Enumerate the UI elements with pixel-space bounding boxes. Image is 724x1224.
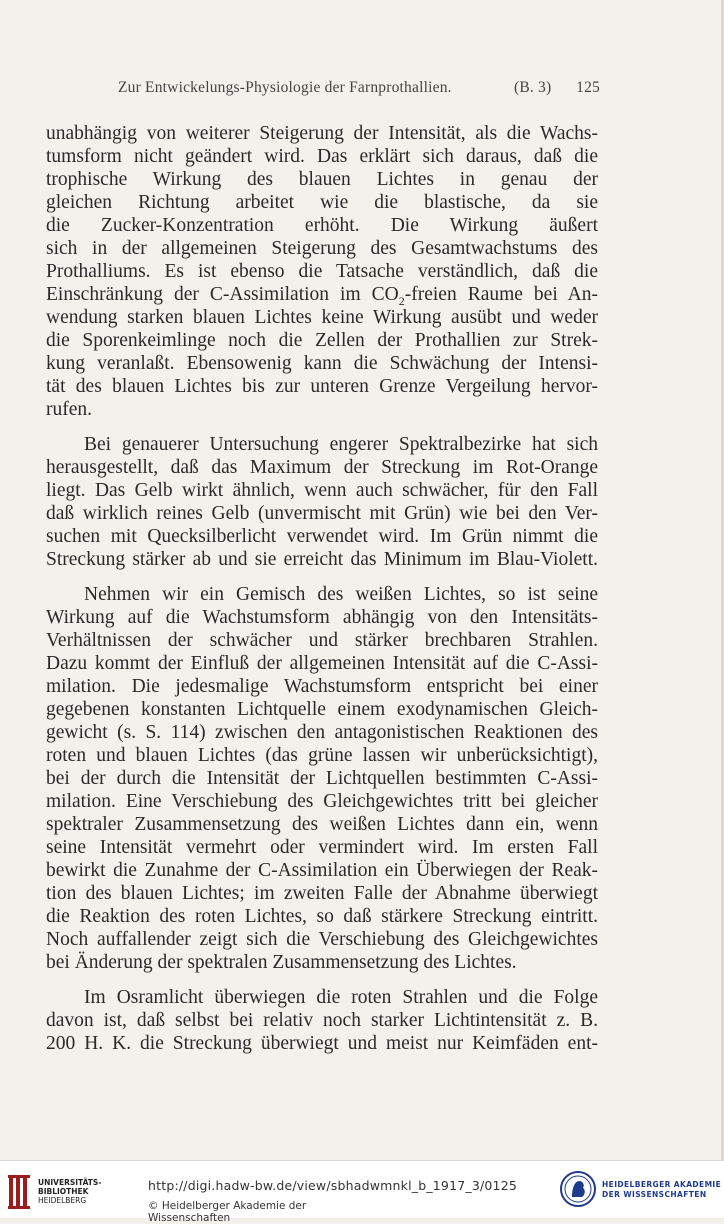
academy-logo[interactable]	[560, 1169, 724, 1213]
library-line-2: BIBLIOTHEK	[38, 1187, 89, 1196]
text-line: sich in der allgemeinen Steigerung des Gesamtwachstums des	[46, 238, 598, 259]
library-line-1: UNIVERSITÄTS-	[38, 1178, 102, 1187]
text-line: die Zucker-Konzentration erhöht. Die Wirkung äußert	[46, 215, 598, 236]
text-line: rufen.	[46, 399, 93, 420]
text-line: daß wirklich reines Gelb (unvermischt mit Grün) wie bei den Ver-	[46, 503, 598, 524]
text-line: bewirkt die Zunahme der C-Assimilation ein Überwiegen der Reak-	[46, 860, 598, 881]
text-line: Noch auffallender zeigt sich die Verschiebung des Gleichgewichtes	[46, 929, 598, 950]
paragraph-2	[46, 433, 598, 571]
text-line: Wirkung auf die Wachstumsform abhängig von den Intensitäts-	[46, 607, 598, 628]
text-line: bei der durch die Intensität der Lichtquellen bestimmten C-Assi-	[46, 768, 598, 789]
text-line: seine Intensität vermehrt oder vermindert wird. Im ersten Fall	[46, 837, 598, 858]
text-line: Nehmen wir ein Gemisch des weißen Lichtes, so ist seine	[84, 584, 598, 605]
paragraph-1	[46, 122, 598, 421]
university-library-logo[interactable]	[8, 1175, 128, 1209]
co2-prefix: Einschränkung der C-Assimilation im CO	[46, 284, 399, 305]
permalink-url[interactable]: http://digi.hadw-bw.de/view/sbhadwmnkl_b_1917_3/0125	[148, 1178, 518, 1193]
text-line: die Sporenkeimlinge noch die Zellen der Prothallien zur Strek-	[46, 330, 598, 351]
academy-line-2: DER WISSENSCHAFTEN	[602, 1190, 707, 1199]
text-line: milation. Eine Verschiebung des Gleichgewichtes tritt bei gleicher	[46, 791, 598, 812]
text-line: wendung starken blauen Lichtes keine Wirkung ausübt und weder	[46, 307, 598, 328]
text-line: roten und blauen Lichtes (das grüne lassen wir unberücksichtigt),	[46, 745, 598, 766]
paragraph-3	[46, 583, 598, 974]
text-line: gewicht (s. S. 114) zwischen den antagonistischen Reaktionen des	[46, 722, 598, 743]
text-line: unabhängig von weiterer Steigerung der Intensität, als die Wachs-	[46, 123, 598, 144]
co2-subscript: 2	[398, 293, 405, 308]
text-line: bei Änderung der spektralen Zusammensetzung des Lichtes.	[46, 952, 517, 973]
text-line: 200 H. K. die Streckung überwiegt und meist nur Keimfäden ent-	[46, 1033, 598, 1054]
text-line: tumsform nicht geändert wird. Das erklärt sich daraus, daß die	[46, 146, 598, 167]
text-line: suchen mit Quecksilberlicht verwendet wird. Im Grün nimmt die	[46, 526, 598, 547]
text-line: tät des blauen Lichtes bis zur unteren Grenze Vergeilung hervor-	[46, 376, 598, 397]
academy-name	[602, 1180, 721, 1200]
academy-line-1: HEIDELBERGER AKADEMIE	[602, 1180, 722, 1189]
text-line: Bei genauerer Untersuchung engerer Spektralbezirke hat sich	[84, 434, 598, 455]
text-line: Verhältnissen der schwächer und stärker brechbaren Strahlen.	[46, 630, 598, 651]
library-mark-icon	[8, 1175, 34, 1209]
text-line-co2	[46, 283, 598, 306]
text-line: spektraler Zusammensetzung des weißen Lichtes dann ein, wenn	[46, 814, 598, 835]
library-name	[38, 1178, 101, 1205]
text-line: Streckung stärker ab und sie erreicht das Minimum im Blau-Violett.	[46, 549, 598, 570]
text-line: trophische Wirkung des blauen Lichtes in genau der	[46, 169, 598, 190]
text-line: gleichen Richtung arbeitet wie die blastische, da sie	[46, 192, 598, 213]
running-title: Zur Entwickelungs-Physiologie der Farnprothallien.	[118, 79, 452, 96]
viewer-footer	[0, 1160, 724, 1224]
co2-rest: -freien Raume bei An-	[404, 284, 599, 305]
text-line: milation. Die jedesmalige Wachstumsform entspricht bei einer	[46, 676, 598, 697]
page-number: 125	[576, 79, 600, 96]
library-line-3: HEIDELBERG	[38, 1196, 87, 1205]
text-line: kung veranlaßt. Ebensowenig kann die Schwächung der Intensi-	[46, 353, 598, 374]
paragraph-4	[46, 986, 598, 1055]
text-line: Im Osramlicht überwiegen die roten Strahlen und die Folge	[84, 987, 598, 1008]
text-line: Prothalliums. Es ist ebenso die Tatsache verständlich, daß die	[46, 261, 598, 282]
text-line: herausgestellt, daß das Maximum der Streckung im Rot-Orange	[46, 457, 598, 478]
text-line: tion des blauen Lichtes; im zweiten Falle der Abnahme überwiegt	[46, 883, 598, 904]
text-line: Dazu kommt der Einfluß der allgemeinen Intensität auf die C-Assi-	[46, 653, 598, 674]
copyright-notice: © Heidelberger Akademie der Wissenschaften	[148, 1200, 307, 1224]
text-line: davon ist, daß selbst bei relativ noch starker Lichtintensität z. B.	[46, 1010, 598, 1031]
text-line: gegebenen konstanten Lichtquelle einem exodynamischen Gleich-	[46, 699, 598, 720]
academy-seal-icon	[560, 1171, 596, 1207]
text-line: die Reaktion des roten Lichtes, so daß stärkere Streckung eintritt.	[46, 906, 598, 927]
section-ref: (B. 3)	[514, 79, 552, 96]
text-line: liegt. Das Gelb wirkt ähnlich, wenn auch schwächer, für den Fall	[46, 480, 598, 501]
body-text	[46, 122, 598, 1055]
